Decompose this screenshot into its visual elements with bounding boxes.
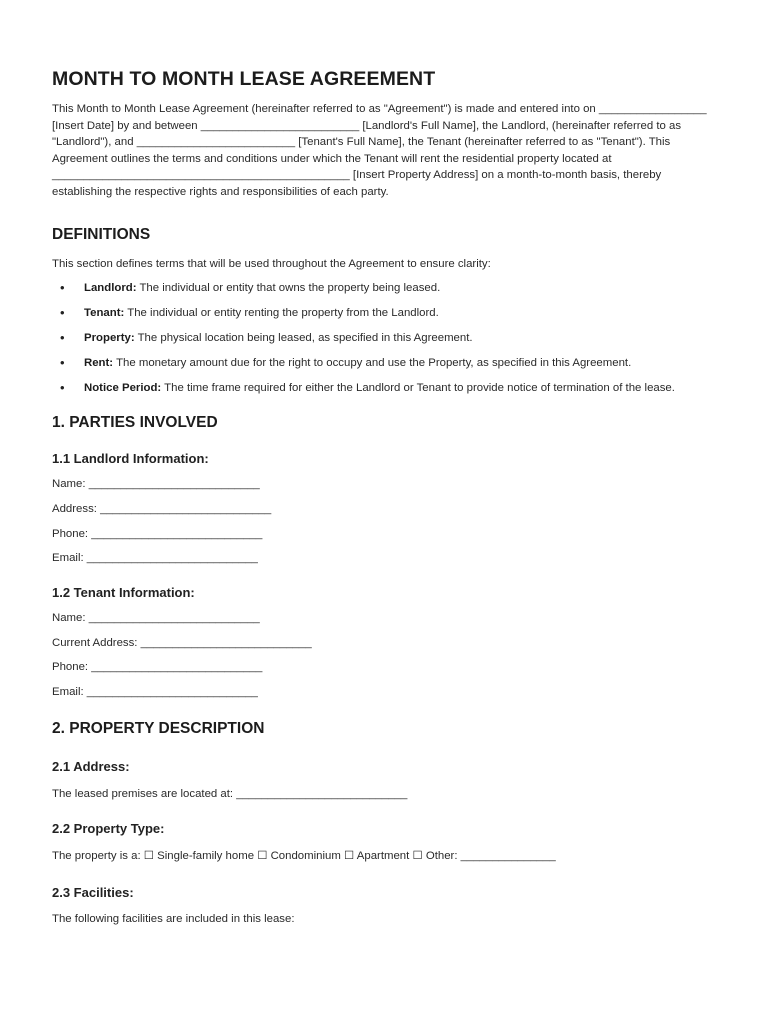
facilities-heading: 2.3 Facilities: bbox=[52, 884, 134, 900]
tenant-email-field: Email: ___________________________ bbox=[52, 686, 258, 699]
parties-heading: 1. PARTIES INVOLVED bbox=[52, 414, 218, 431]
landlord-phone-field: Phone: ___________________________ bbox=[52, 527, 263, 540]
definitions-list bbox=[52, 280, 718, 397]
definition-text: The physical location being leased, as specified in this Agreement. bbox=[134, 331, 473, 344]
definition-text: The individual or entity renting the property from the Landlord. bbox=[124, 306, 439, 319]
property-type-heading: 2.2 Property Type: bbox=[52, 821, 165, 837]
definition-item-property bbox=[52, 330, 718, 347]
tenant-info-heading: 1.2 Tenant Information: bbox=[52, 584, 195, 600]
bullet-icon: • bbox=[60, 304, 65, 320]
definition-text: The monetary amount due for the right to occupy and use the Property, as specified in this Agreement. bbox=[113, 356, 632, 369]
bullet-icon: • bbox=[60, 329, 65, 345]
definition-text: The individual or entity that owns the property being leased. bbox=[136, 281, 441, 294]
landlord-name-field: Name: ___________________________ bbox=[52, 478, 260, 490]
definition-item-notice-period bbox=[52, 380, 718, 397]
definition-term: Rent: bbox=[84, 356, 114, 369]
property-type-text: The property is a: ☐ Single-family home ☐ Condominium ☐ Apartment ☐ Other: _______________ bbox=[52, 850, 556, 863]
landlord-email-field: Email: ___________________________ bbox=[52, 552, 258, 565]
definition-term: Tenant: bbox=[84, 306, 125, 319]
definition-text: The time frame required for either the Landlord or Tenant to provide notice of termination of the lease. bbox=[161, 381, 675, 394]
definitions-heading: DEFINITIONS bbox=[52, 226, 151, 243]
property-heading: 2. PROPERTY DESCRIPTION bbox=[52, 719, 265, 737]
document-title: MONTH TO MONTH LEASE AGREEMENT bbox=[52, 68, 436, 90]
tenant-name-field: Name: ___________________________ bbox=[52, 611, 260, 624]
definition-item-rent bbox=[52, 355, 718, 372]
definition-term: Landlord: bbox=[84, 281, 137, 294]
definitions-intro: This section defines terms that will be used throughout the Agreement to ensure clarity: bbox=[52, 258, 491, 270]
bullet-icon: • bbox=[60, 279, 65, 295]
definition-item-tenant bbox=[52, 305, 718, 322]
intro-paragraph: This Month to Month Lease Agreement (hereinafter referred to as "Agreement") is made and entered into on _________________ [Insert Date] by and between _________________________ [Landlord's Full Name], the Landlord, (hereinafter referred to as "Landlord"), and _________________________ [Tenant's Full Name], the Tenant (hereinafter referred to as "Tenant"). This Agreement outlines the terms and conditions under which the Tenant will rent the residential property located at _______________________________________________ [Insert Property Address] on a month-to-month basis, thereby establishing the respective rights and responsibilities of each party. bbox=[52, 103, 707, 198]
bullet-icon: • bbox=[60, 354, 65, 370]
definition-term: Notice Period: bbox=[84, 381, 162, 394]
landlord-address-field: Address: ___________________________ bbox=[52, 502, 272, 515]
definition-term: Property: bbox=[84, 331, 135, 344]
tenant-address-field: Current Address: ___________________________ bbox=[52, 636, 312, 649]
definition-item-landlord bbox=[52, 280, 718, 297]
tenant-phone-field: Phone: ___________________________ bbox=[52, 661, 263, 674]
property-address-heading: 2.1 Address: bbox=[52, 758, 130, 774]
property-address-text: The leased premises are located at: ___________________________ bbox=[52, 787, 408, 800]
landlord-info-heading: 1.1 Landlord Information: bbox=[52, 451, 209, 466]
facilities-text: The following facilities are included in this lease: bbox=[52, 912, 295, 925]
bullet-icon: • bbox=[60, 379, 65, 395]
